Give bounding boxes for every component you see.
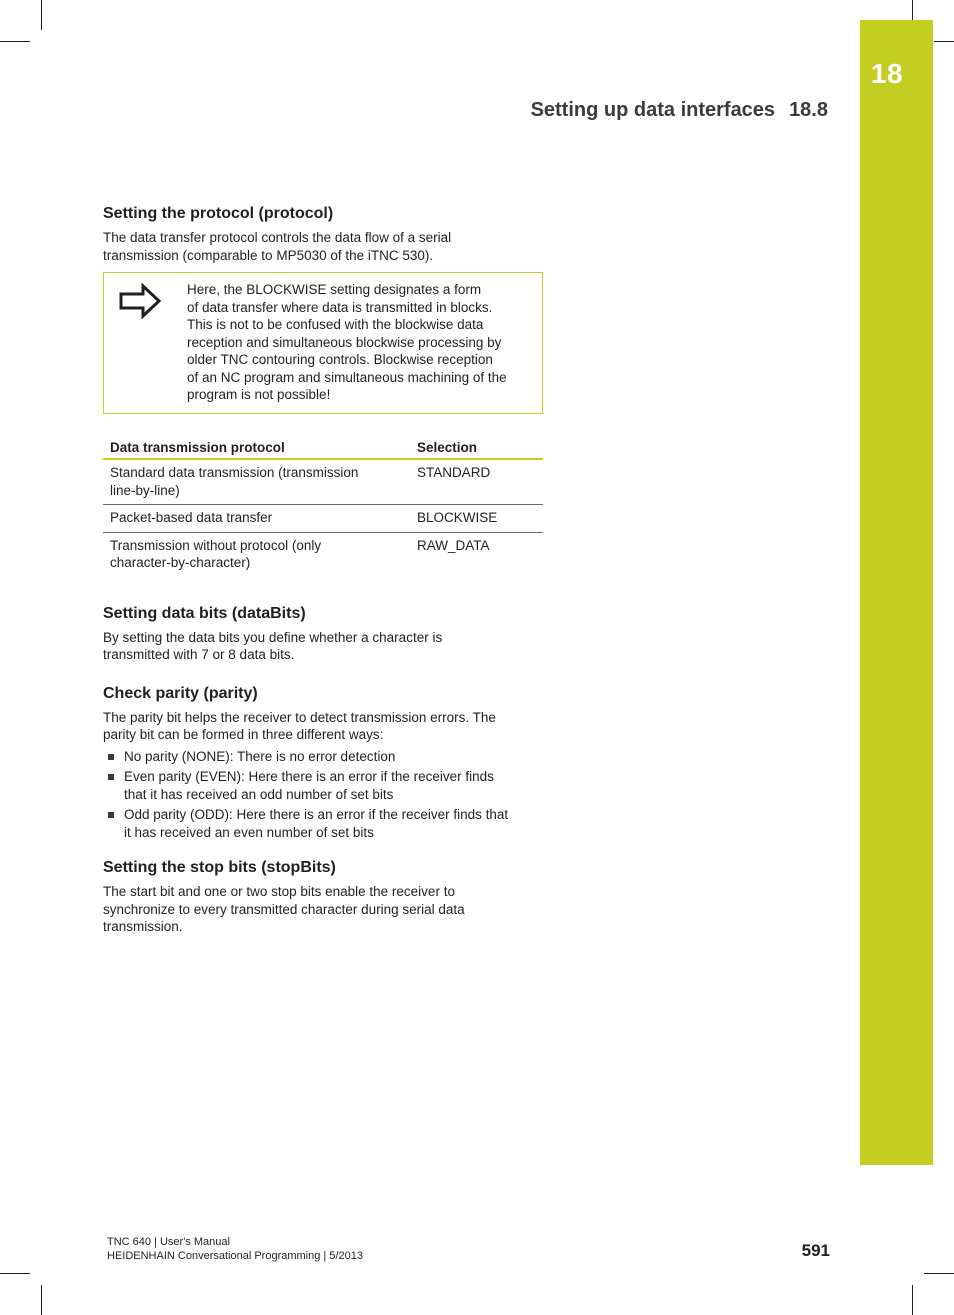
list-item bbox=[103, 748, 543, 766]
text-line: By setting the data bits you define whether a character is bbox=[103, 629, 443, 645]
list-item-text: Even parity (EVEN): Here there is an error if the receiver finds bbox=[124, 769, 494, 784]
crop-mark bbox=[41, 1285, 42, 1315]
table-cell-selection: BLOCKWISE bbox=[410, 505, 543, 533]
note-line: program is not possible! bbox=[187, 387, 331, 402]
text-line: synchronize to every transmitted character during serial data bbox=[103, 901, 465, 917]
running-head bbox=[531, 99, 828, 122]
list-item bbox=[103, 806, 543, 841]
table-cell-protocol: Packet-based data transfer bbox=[103, 505, 410, 533]
crop-mark bbox=[0, 41, 30, 42]
protocol-intro bbox=[103, 229, 543, 264]
main-content bbox=[103, 205, 543, 936]
running-head-section: 18.8 bbox=[789, 99, 828, 121]
parity-list bbox=[103, 748, 543, 842]
table-row bbox=[103, 505, 543, 533]
column-header-protocol: Data transmission protocol bbox=[103, 436, 410, 459]
stopbits-section bbox=[103, 859, 543, 936]
list-item bbox=[103, 768, 543, 803]
crop-mark bbox=[912, 1285, 913, 1315]
column-header-selection: Selection bbox=[410, 436, 543, 459]
list-item-text: it has received an even number of set bits bbox=[124, 824, 374, 840]
table-row bbox=[103, 532, 543, 577]
table-cell-selection: RAW_DATA bbox=[417, 537, 490, 553]
parity-heading: Check parity (parity) bbox=[103, 684, 258, 702]
note-line: This is not to be confused with the blockwise data bbox=[187, 317, 484, 332]
list-item-text: Odd parity (ODD): Here there is an error if the receiver finds that bbox=[124, 807, 509, 822]
page-number: 591 bbox=[801, 1241, 830, 1260]
note-line: reception and simultaneous blockwise processing by bbox=[187, 334, 502, 350]
text-line: transmission. bbox=[103, 919, 183, 934]
bullet-square-icon bbox=[108, 754, 114, 760]
protocol-intro-line: transmission (comparable to MP5030 of the iTNC 530). bbox=[103, 247, 434, 263]
arrow-right-icon bbox=[118, 283, 164, 319]
protocol-intro-line: The data transfer protocol controls the data flow of a serial bbox=[103, 230, 452, 245]
crop-mark bbox=[934, 41, 954, 42]
text-line: The start bit and one or two stop bits enable the receiver to bbox=[103, 884, 455, 899]
table-header-row bbox=[103, 436, 543, 459]
cell-line: Transmission without protocol (only bbox=[110, 537, 322, 553]
parity-text bbox=[103, 709, 543, 744]
footer-line: HEIDENHAIN Conversational Programming | 5/2013 bbox=[107, 1250, 363, 1262]
protocol-heading: Setting the protocol (protocol) bbox=[103, 205, 334, 222]
table-row bbox=[103, 459, 543, 505]
stopbits-heading: Setting the stop bits (stopBits) bbox=[103, 859, 336, 876]
note-line: Here, the BLOCKWISE setting designates a form bbox=[187, 282, 482, 297]
chapter-tab bbox=[860, 20, 933, 1165]
crop-mark bbox=[924, 1273, 954, 1274]
cell-line: line-by-line) bbox=[110, 482, 180, 498]
footer-line: TNC 640 | User's Manual bbox=[107, 1236, 230, 1248]
running-head-title: Setting up data interfaces bbox=[530, 99, 776, 121]
parity-section bbox=[103, 685, 543, 842]
databits-heading: Setting data bits (dataBits) bbox=[103, 604, 306, 622]
bullet-square-icon bbox=[108, 812, 114, 818]
stopbits-text bbox=[103, 883, 543, 936]
cell-line: Standard data transmission (transmission bbox=[110, 465, 359, 480]
text-line: transmitted with 7 or 8 data bits. bbox=[103, 647, 295, 662]
note-line: of data transfer where data is transmitted in blocks. bbox=[187, 299, 493, 315]
note-line: of an NC program and simultaneous machining of the bbox=[187, 369, 507, 385]
footer bbox=[107, 1235, 363, 1263]
list-item-text: that it has received an odd number of set bits bbox=[124, 786, 394, 802]
bullet-square-icon bbox=[108, 774, 114, 780]
table-cell-protocol bbox=[103, 532, 410, 577]
list-item-text: No parity (NONE): There is no error detection bbox=[124, 748, 396, 764]
cell-line: character-by-character) bbox=[110, 555, 251, 570]
databits-section bbox=[103, 605, 543, 664]
protocol-table bbox=[103, 436, 543, 577]
table-cell-protocol bbox=[103, 459, 410, 505]
note-box bbox=[103, 272, 543, 414]
text-line: The parity bit helps the receiver to detect transmission errors. The bbox=[103, 709, 496, 725]
table-cell-selection: STANDARD bbox=[410, 459, 543, 505]
databits-text bbox=[103, 629, 543, 664]
chapter-number: 18 bbox=[870, 58, 904, 89]
note-text bbox=[187, 281, 537, 404]
crop-mark bbox=[912, 0, 913, 20]
crop-mark bbox=[41, 0, 42, 30]
note-line: older TNC contouring controls. Blockwise reception bbox=[187, 352, 493, 367]
text-line: parity bit can be formed in three different ways: bbox=[103, 727, 384, 742]
crop-mark bbox=[0, 1273, 30, 1274]
